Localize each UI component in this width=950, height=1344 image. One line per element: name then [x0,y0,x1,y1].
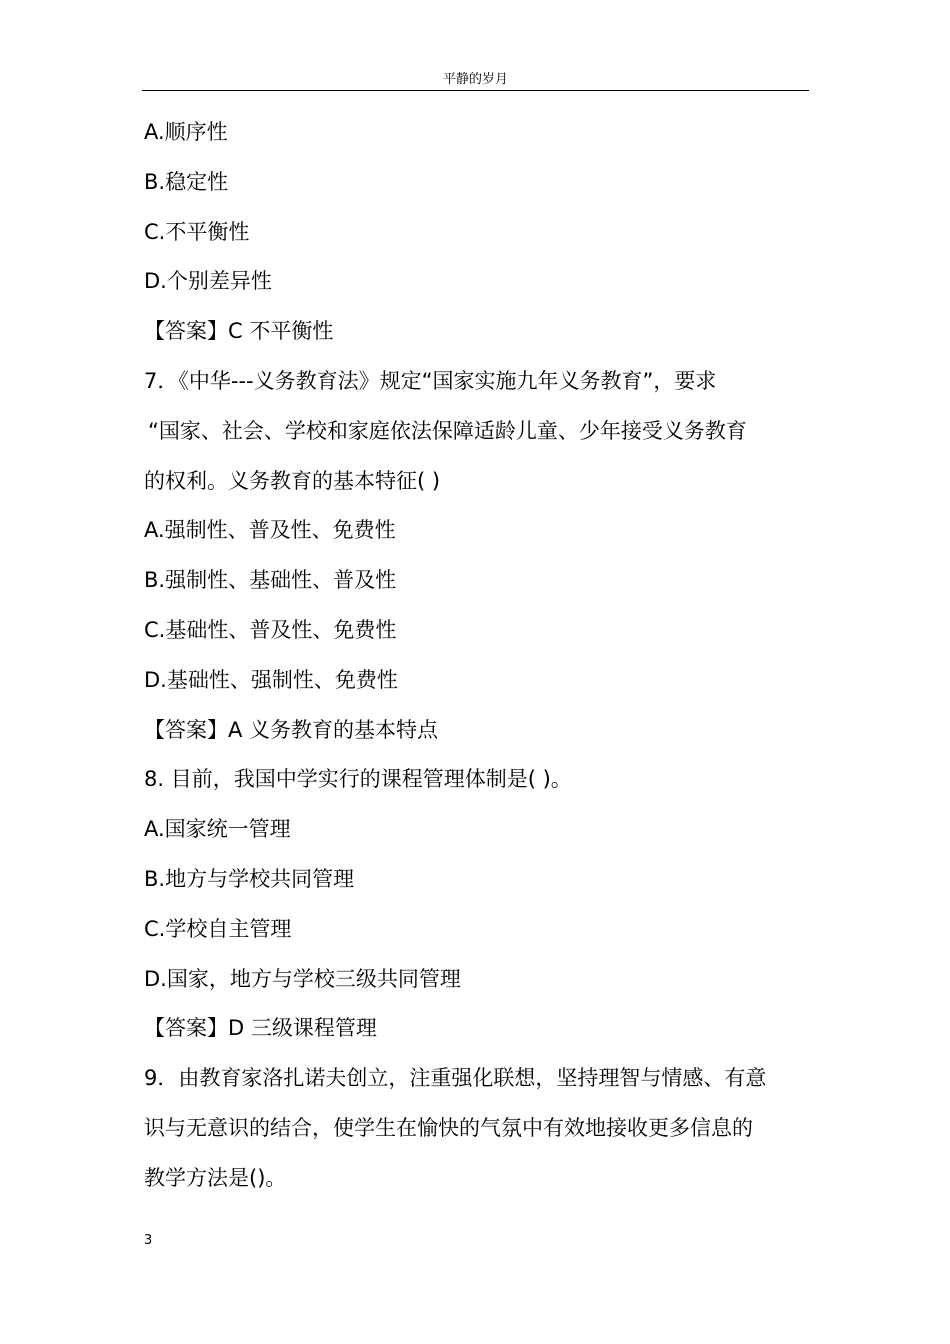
option-b-q8: B.地方与学校共同管理 [144,866,355,891]
option-d-q8: D.国家，地方与学校三级共同管理 [144,966,461,991]
question-7-line-3: 的权利。义务教育的基本特征( ) [144,468,441,493]
option-a-q6: A.顺序性 [144,120,228,144]
option-d-q6: D.个别差异性 [144,269,272,294]
page-header [142,70,809,91]
option-a-q7: A.强制性、普及性、免费性 [144,518,396,543]
question-7-line-1: 7．《中华---义务教育法》规定“国家实施九年义务教育”，要求 [144,368,717,393]
option-b-q7: B.强制性、基础性、普及性 [144,568,397,593]
answer-q7: 【答案】A 义务教育的基本特点 [144,717,439,742]
option-c-q8: C.学校自主管理 [144,916,292,941]
answer-q8: 【答案】D 三级课程管理 [144,1016,377,1041]
question-9-line-3: 教学方法是()。 [144,1165,287,1190]
document-body [144,113,814,1209]
header-title: 平静的岁月 [442,72,508,87]
question-8: 8. 目前，我国中学实行的课程管理体制是( )。 [144,767,572,792]
question-7-line-2: “国家、社会、学校和家庭依法保障适龄儿童、少年接受义务教育 [148,418,747,443]
option-c-q7: C.基础性、普及性、免费性 [144,617,397,642]
option-b-q6: B.稳定性 [144,169,229,194]
page-number: 3 [144,1233,153,1248]
option-d-q7: D.基础性、强制性、免费性 [144,667,398,692]
option-a-q8: A.国家统一管理 [144,817,291,842]
question-9-line-1: 9．由教育家洛扎诺夫创立，注重强化联想，坚持理智与情感、有意 [144,1066,767,1091]
answer-q6: 【答案】C 不平衡性 [144,319,334,344]
question-9-line-2: 识与无意识的结合，使学生在愉快的气氛中有效地接收更多信息的 [144,1115,753,1140]
option-c-q6: C.不平衡性 [144,219,250,244]
